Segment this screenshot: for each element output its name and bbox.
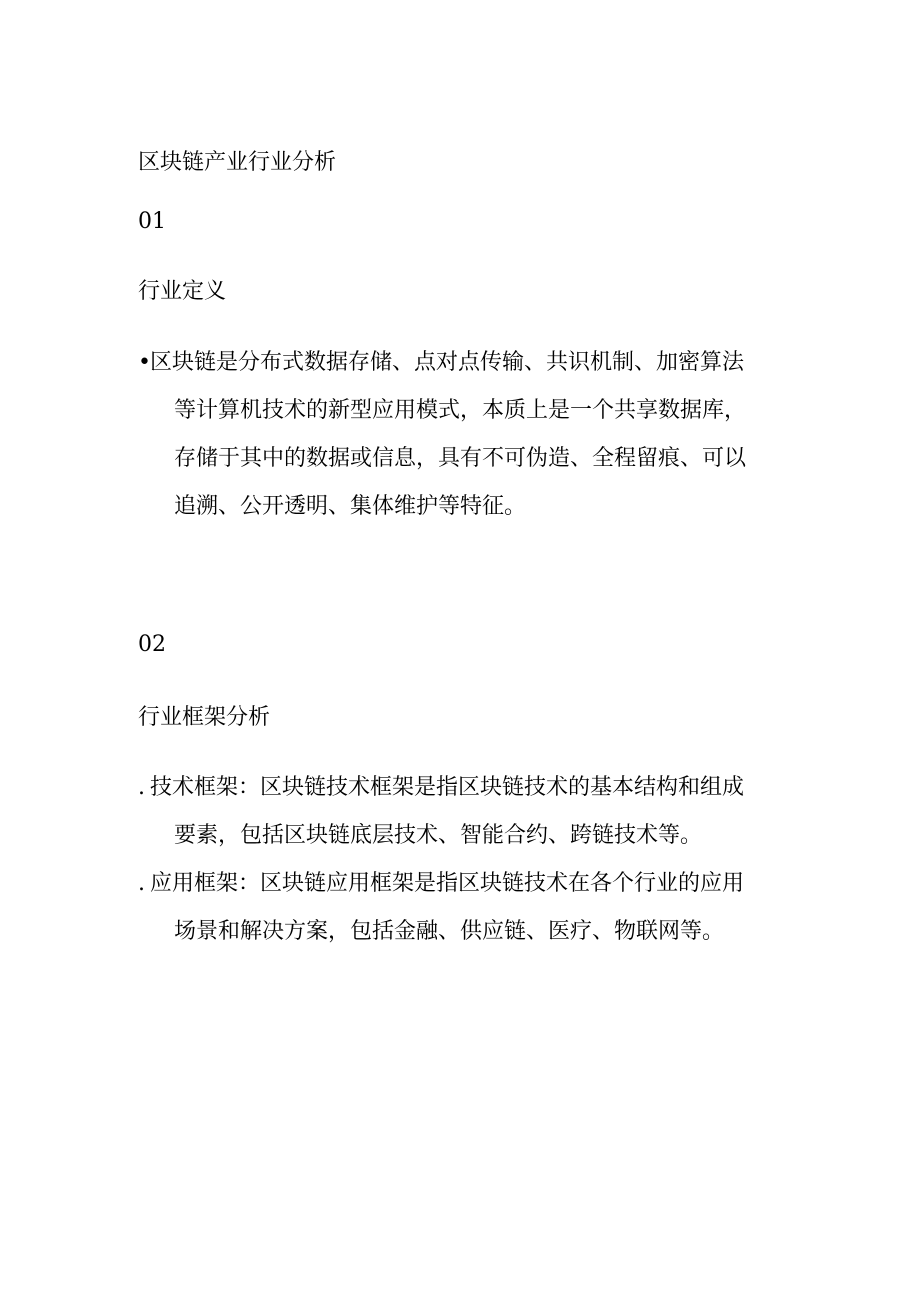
- tech-framework-line-1: 技术框架：区块链技术框架是指区块链技术的基本结构和组成: [150, 775, 745, 800]
- item-marker: .: [138, 775, 145, 800]
- app-framework-line-1: 应用框架：区块链应用框架是指区块链技术在各个行业的应用: [150, 871, 745, 896]
- app-framework-line-2: 场景和解决方案，包括金融、供应链、医疗、物联网等。: [174, 919, 725, 944]
- framework-item-application: [138, 860, 788, 956]
- section-heading-framework-analysis: 行业框架分析: [138, 705, 271, 730]
- section-number-02: 02: [138, 632, 166, 657]
- framework-item-technology: [138, 764, 788, 860]
- definition-bullet-paragraph: [138, 339, 788, 531]
- definition-line-2: 等计算机技术的新型应用模式，本质上是一个共享数据库，: [174, 398, 747, 423]
- item-marker: .: [138, 871, 145, 896]
- definition-line-3: 存储于其中的数据或信息，具有不可伪造、全程留痕、可以: [174, 446, 747, 471]
- tech-framework-line-2: 要素，包括区块链底层技术、智能合约、跨链技术等。: [174, 823, 703, 848]
- document-title: 区块链产业行业分析: [138, 150, 337, 175]
- section-heading-industry-definition: 行业定义: [138, 279, 227, 304]
- bullet-marker: •: [138, 350, 151, 375]
- section-number-01: 01: [138, 209, 166, 234]
- definition-line-4: 追溯、公开透明、集体维护等特征。: [174, 494, 527, 519]
- definition-line-1: 区块链是分布式数据存储、点对点传输、共识机制、加密算法: [150, 350, 745, 375]
